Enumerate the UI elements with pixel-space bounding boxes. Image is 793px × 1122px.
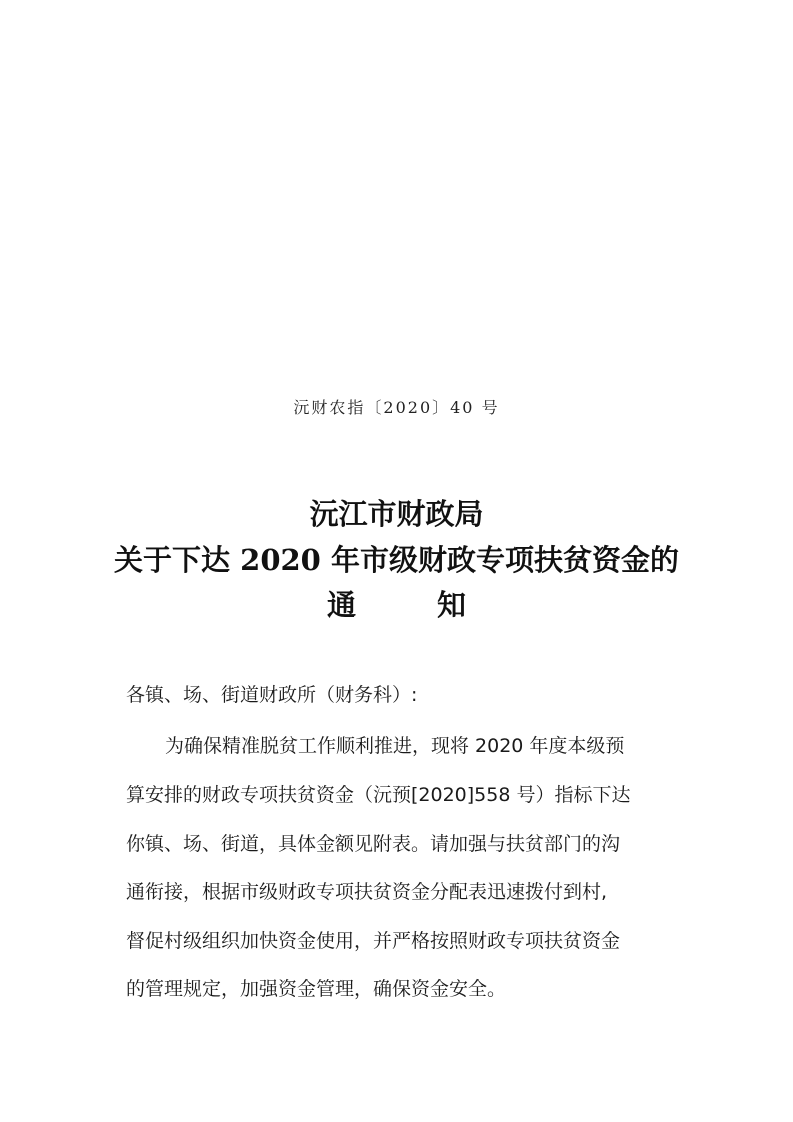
body-paragraph-line: 通衔接，根据市级财政专项扶贫资金分配表迅速拨付到村, bbox=[126, 881, 608, 903]
body-paragraph-line: 为确保精准脱贫工作顺利推进，现将 2020 年度本级预 bbox=[165, 735, 625, 757]
body-paragraph-line: 你镇、场、街道，具体金额见附表。请加强与扶贫部门的沟 bbox=[126, 833, 621, 855]
body-paragraph-line: 督促村级组织加快资金使用，并严格按照财政专项扶贫资金 bbox=[126, 930, 621, 952]
title-subject: 关于下达 2020 年市级财政专项扶贫资金的 bbox=[114, 543, 679, 577]
document-number: 沅财农指〔2020〕40 号 bbox=[293, 398, 500, 417]
title-issuer: 沅江市财政局 bbox=[309, 497, 484, 531]
title-notice-char-2: 知 bbox=[436, 588, 466, 622]
title-notice-char-1: 通 bbox=[326, 588, 356, 622]
salutation: 各镇、场、街道财政所（财务科）: bbox=[126, 684, 418, 706]
body-paragraph-line: 的管理规定，加强资金管理，确保资金安全。 bbox=[126, 978, 507, 1000]
body-paragraph-line: 算安排的财政专项扶贫资金（沅预[2020]558 号）指标下达 bbox=[126, 784, 631, 806]
title-notice bbox=[0, 583, 793, 624]
